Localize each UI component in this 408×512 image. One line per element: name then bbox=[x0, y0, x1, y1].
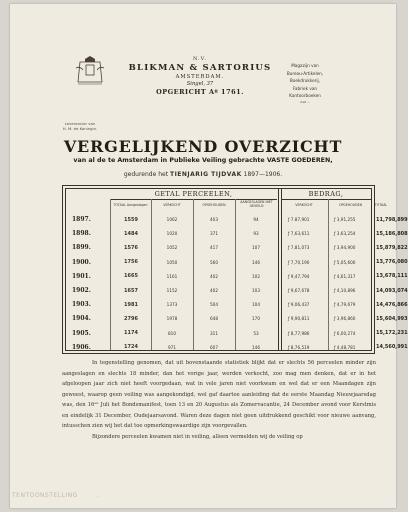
row-notsold: 170 bbox=[252, 316, 260, 322]
statistics-table bbox=[62, 185, 408, 354]
row-total: 1756 bbox=[124, 259, 138, 266]
row-sold: 1373 bbox=[166, 302, 178, 308]
table-row bbox=[66, 341, 408, 357]
row-total: 2796 bbox=[124, 315, 138, 322]
body-text bbox=[62, 358, 376, 442]
row-year: 1897. bbox=[72, 216, 91, 223]
row-held: 402 bbox=[210, 288, 218, 293]
row-notsold: 102 bbox=[252, 273, 260, 279]
row-held: 560 bbox=[210, 259, 218, 265]
row-sold: 810 bbox=[168, 330, 176, 336]
firm-services: Magazijn van Bureau-Artikelen, Boekdrukkerij, Fabriek van Kantoorboeken met ... bbox=[286, 63, 324, 104]
row-amount-sold: ƒ 7,81,073 bbox=[288, 245, 310, 251]
archive-stamp: TENTOONSTELLING bbox=[12, 492, 78, 499]
row-sold: 1161 bbox=[166, 273, 178, 279]
row-amount-sold: ƒ 8,76,519 bbox=[288, 344, 310, 350]
row-notsold: 107 bbox=[252, 245, 260, 251]
row-year: 1904. bbox=[72, 315, 91, 323]
archive-reference: ... bbox=[96, 493, 100, 498]
row-total: 1484 bbox=[124, 230, 138, 237]
col-header-held: OPGEHOUDEN bbox=[202, 203, 226, 207]
row-amount-held: ƒ 3,63,254 bbox=[334, 231, 356, 237]
col-header-amt-total: TOTAAL bbox=[374, 203, 388, 207]
firm-city: AMSTERDAM. bbox=[175, 74, 225, 80]
firm-letterhead bbox=[125, 56, 275, 96]
col-header-amt-held: OPGEHOUDEN bbox=[338, 203, 362, 207]
row-amount-total: 15,604,993 bbox=[376, 315, 408, 322]
row-amount-total: 14,093,074 bbox=[376, 287, 408, 294]
col-header-sold: VERKOCHT bbox=[163, 203, 181, 207]
row-held: 607 bbox=[210, 344, 218, 350]
row-held: 371 bbox=[210, 231, 218, 237]
group-header-amount: BEDRAG, bbox=[281, 189, 371, 200]
row-year: 1905. bbox=[72, 329, 91, 337]
row-amount-sold: ƒ 8,77,986 bbox=[288, 330, 310, 336]
row-year: 1901. bbox=[72, 272, 91, 280]
row-held: 648 bbox=[210, 316, 218, 322]
col-header-amt-sold: VERKOCHT bbox=[295, 203, 313, 207]
row-sold: 1152 bbox=[166, 288, 178, 293]
row-amount-total: 13,678,111 bbox=[376, 273, 408, 280]
row-total: 1981 bbox=[124, 301, 138, 308]
row-sold: 1978 bbox=[166, 316, 178, 322]
row-total: 1576 bbox=[124, 244, 138, 251]
row-amount-held: ƒ 6,00,274 bbox=[334, 330, 356, 336]
row-amount-sold: ƒ 9,47,794 bbox=[288, 273, 310, 279]
paragraph: Bijzondere perceelen kwamen niet in veiling, alleen vermelden wij de veiling op bbox=[92, 433, 303, 440]
purveyor-note: Leverancier van H. M. de Koningin. bbox=[62, 121, 98, 131]
row-year: 1906. bbox=[72, 343, 91, 351]
row-notsold: 94 bbox=[253, 217, 259, 222]
row-year: 1900. bbox=[72, 258, 91, 266]
row-amount-held: ƒ 4,10,896 bbox=[334, 288, 356, 293]
row-amount-sold: ƒ 7.87,901 bbox=[288, 217, 310, 222]
row-amount-total: 11,798,899 bbox=[376, 216, 408, 223]
row-amount-sold: ƒ 9,67,678 bbox=[288, 288, 310, 293]
document-title: VERGELIJKEND OVERZICHT bbox=[63, 137, 343, 156]
row-total: 1665 bbox=[124, 273, 138, 280]
row-total: 1724 bbox=[124, 344, 138, 351]
row-amount-held: ƒ 4,61,317 bbox=[334, 273, 356, 279]
row-amount-held: ƒ 5,05,600 bbox=[334, 259, 356, 265]
row-held: 403 bbox=[210, 217, 218, 222]
row-amount-total: 14,560,991 bbox=[376, 344, 408, 351]
row-amount-total: 15,186,808 bbox=[376, 230, 408, 237]
group-header-count: GETAL PERCEELEN, bbox=[110, 189, 277, 200]
row-amount-sold: ƒ 7,70,190 bbox=[288, 259, 310, 265]
row-notsold: 104 bbox=[252, 302, 260, 308]
row-total: 1657 bbox=[124, 287, 138, 294]
row-notsold: 146 bbox=[252, 344, 260, 350]
row-held: 311 bbox=[210, 330, 218, 336]
row-total: 1174 bbox=[124, 330, 138, 337]
row-notsold: 103 bbox=[252, 288, 260, 293]
col-header-notsold: AANGESLAGEN NIET GEVEILD bbox=[240, 200, 273, 208]
col-header-total: TOTAAL Aangeslagen bbox=[113, 203, 148, 207]
row-year: 1902. bbox=[72, 287, 91, 294]
royal-crest-icon bbox=[72, 56, 108, 86]
row-year: 1898. bbox=[72, 230, 91, 238]
row-amount-sold: ƒ 7,63,611 bbox=[288, 231, 310, 237]
row-sold: 1062 bbox=[166, 217, 178, 222]
row-year: 1903. bbox=[72, 301, 91, 309]
row-amount-held: ƒ 4,79,679 bbox=[334, 302, 356, 308]
row-amount-held: ƒ 3,96,860 bbox=[334, 316, 356, 322]
paragraph: In tegenstelling genomen, dat uit bovenstaande statistiek blijkt dat er slechts 56 perceelen minder zijn aangeslagen en slechts 18 minder, dan het vorige jaar, werden verkocht, zoo mag men denken, dat er in het afgeloopen jaar zich niet heeft voorgedaan, wat in vele jaren niet voorkwam en wel dat er een Maandagen zijn geweest, waarop geen veiling was aangekondigd, wel gaf daartoe aanleiding dat de eerste Maandag Nieuwjaarsdag was, den 16ᵉⁿ Juli het Bondsmanifest, toen 13 en 20 Augustus als Zomervacantie, 24 December avond voor Kerstmis en eindelijk 31 December, Oudejaarsavond. Waren deze dagen niet geen uitdrukkend geschikt voor nieuwe aanvang, intusschen zien wij het dat toe opmerkingswaardige zijn voorgevallen. bbox=[62, 360, 376, 429]
row-amount-held: ƒ 3,94,900 bbox=[334, 245, 356, 251]
table-frame bbox=[65, 188, 408, 351]
row-amount-sold: ƒ 9,06,437 bbox=[288, 302, 310, 308]
firm-street: Singel, 37 bbox=[186, 81, 214, 87]
row-amount-total: 13,776,080 bbox=[376, 259, 408, 266]
row-amount-total: 14,476,866 bbox=[376, 301, 408, 308]
row-amount-held: ƒ 4,48,781 bbox=[334, 344, 356, 350]
row-year: 1899. bbox=[72, 244, 91, 252]
row-notsold: 53 bbox=[253, 330, 259, 336]
row-sold: 1020 bbox=[166, 231, 178, 237]
row-notsold: 146 bbox=[252, 259, 260, 265]
firm-nv: N.V. bbox=[193, 56, 207, 62]
row-sold: 1052 bbox=[166, 245, 178, 251]
row-held: 417 bbox=[210, 245, 218, 251]
row-held: 504 bbox=[210, 302, 218, 308]
row-amount-total: 15,172,231 bbox=[376, 330, 408, 337]
row-sold: 971 bbox=[168, 344, 176, 350]
document-page bbox=[10, 4, 408, 508]
row-amount-sold: ƒ 9,90,811 bbox=[288, 316, 310, 322]
row-notsold: 93 bbox=[253, 231, 259, 237]
row-held: 402 bbox=[210, 273, 218, 279]
document-period: gedurende het TIENJARIG TIJDVAK 1897—1906. bbox=[123, 171, 283, 178]
row-sold: 1050 bbox=[166, 259, 178, 265]
document-subtitle: van al de te Amsterdam in Publieke Veiling gebrachte VASTE GOEDEREN, bbox=[73, 157, 333, 164]
firm-name: BLIKMAN & SARTORIUS bbox=[128, 63, 272, 73]
row-total: 1559 bbox=[124, 216, 138, 223]
firm-founded: OPGERICHT Aº 1761. bbox=[156, 88, 244, 96]
row-amount-held: ƒ 3,91,255 bbox=[334, 217, 356, 222]
row-amount-total: 15,879,822 bbox=[376, 244, 408, 251]
